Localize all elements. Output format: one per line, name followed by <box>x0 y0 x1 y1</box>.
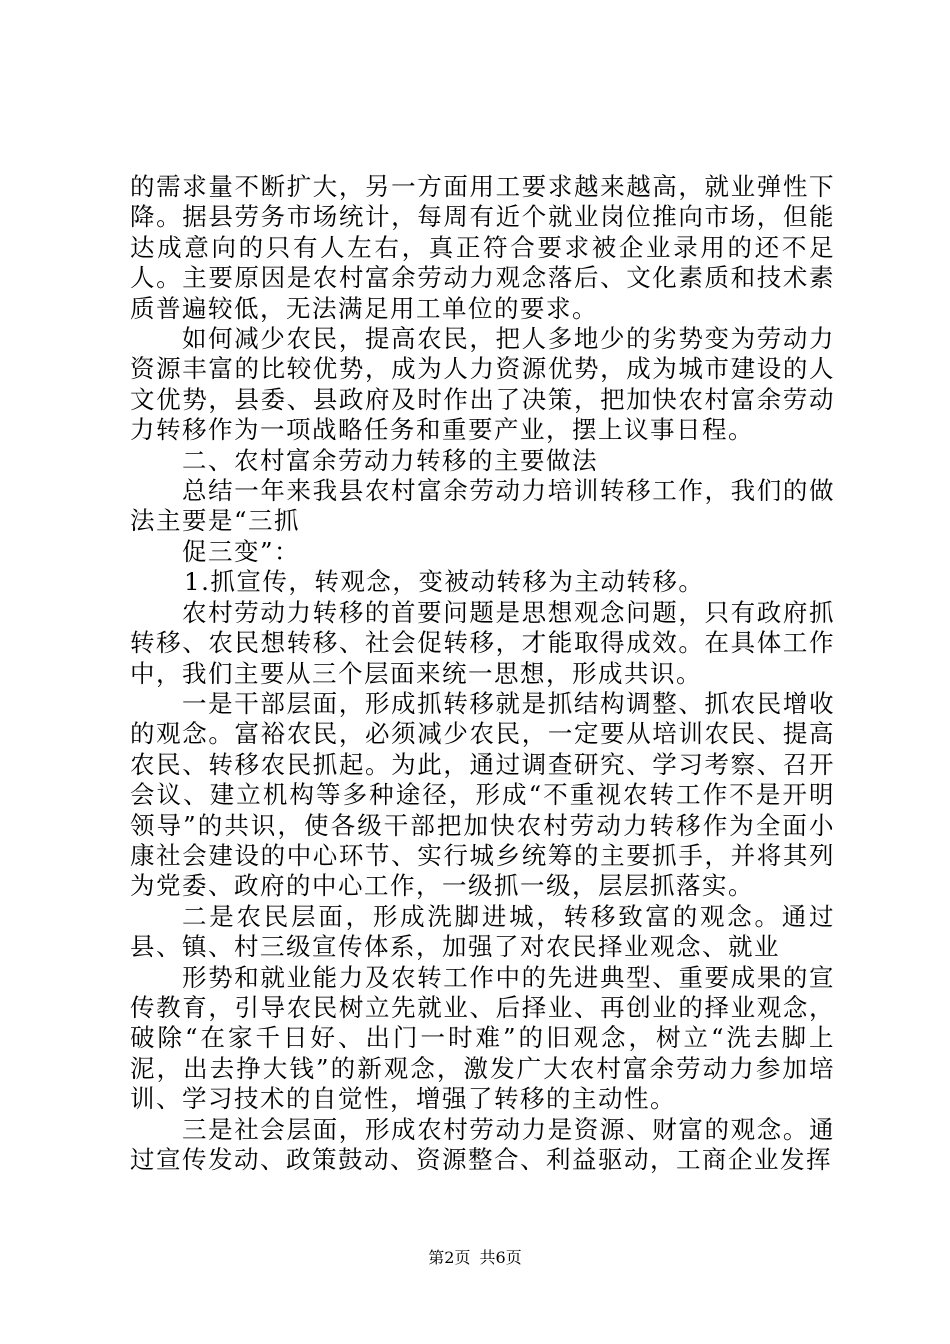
paragraph-continuation: 的需求量不断扩大，另一方面用工要求越来越高，就业弹性下降。据县劳务市场统计，每周有近个就业岗位推向市场，但能达成意向的只有人左右，真正符合要求被企业录用的还不足人。主要原因是农村富余劳动力观念落后、文化素质和技术素质普遍较低，无法满足用工单位的要求。 <box>130 172 835 323</box>
paragraph-farmer-level-cont: 形势和就业能力及农转工作中的先进典型、重要成果的宣传教育，引导农民树立先就业、后择业、再创业的择业观念，破除“在家千日好、出门一时难”的旧观念，树立“洗去脚上泥，出去挣大钱”的新观念，激发广大农村富余劳动力参加培训、学习技术的自觉性，增强了转移的主动性。 <box>130 962 835 1114</box>
paragraph-society-level: 三是社会层面，形成农村劳动力是资源、财富的观念。通过宣传发动、政策鼓动、资源整合、利益驱动，工商企业发挥 <box>130 1114 835 1174</box>
paragraph-decision: 如何减少农民，提高农民，把人多地少的劣势变为劳动力资源丰富的比较优势，成为人力资源优势，成为城市建设的人文优势，县委、县政府及时作出了决策，把加快农村富余劳动力转移作为一项战略任务和重要产业，摆上议事日程。 <box>130 324 835 445</box>
section-heading: 二、农村富余劳动力转移的主要做法 <box>182 445 598 475</box>
paragraph-cadre-level: 一是干部层面，形成抓转移就是抓结构调整、抓农民增收的观念。富裕农民，必须减少农民，一定要从培训农民、提高农民、转移农民抓起。为此，通过调查研究、学习考察、召开会议、建立机构等多种途径，形成“不重视农转工作不是开明领导”的共识，使各级干部把加快农村劳动力转移作为全面小康社会建设的中心环节、实行城乡统筹的主要抓手，并将其列为党委、政府的中心工作，一级抓一级，层层抓落实。 <box>130 688 835 901</box>
page-footer <box>0 1245 950 1268</box>
paragraph-summary: 总结一年来我县农村富余劳动力培训转移工作，我们的做法主要是“三抓 <box>130 476 835 536</box>
paragraph-summary-tail: 促三变”： <box>182 536 301 566</box>
document-body <box>130 172 835 1175</box>
paragraph-mindset: 农村劳动力转移的首要问题是思想观念问题，只有政府抓转移、农民想转移、社会促转移，才能取得成效。在具体工作中，我们主要从三个层面来统一思想，形成共识。 <box>130 597 835 688</box>
page-number: 第2页 <box>428 1248 471 1267</box>
subheading-item-1: 1.抓宣传，转观念，变被动转移为主动转移。 <box>184 567 705 597</box>
paragraph-farmer-level: 二是农民层面，形成洗脚进城，转移致富的观念。通过县、镇、村三级宣传体系，加强了对农民择业观念、就业 <box>130 901 835 962</box>
page-total: 共6页 <box>479 1248 522 1267</box>
